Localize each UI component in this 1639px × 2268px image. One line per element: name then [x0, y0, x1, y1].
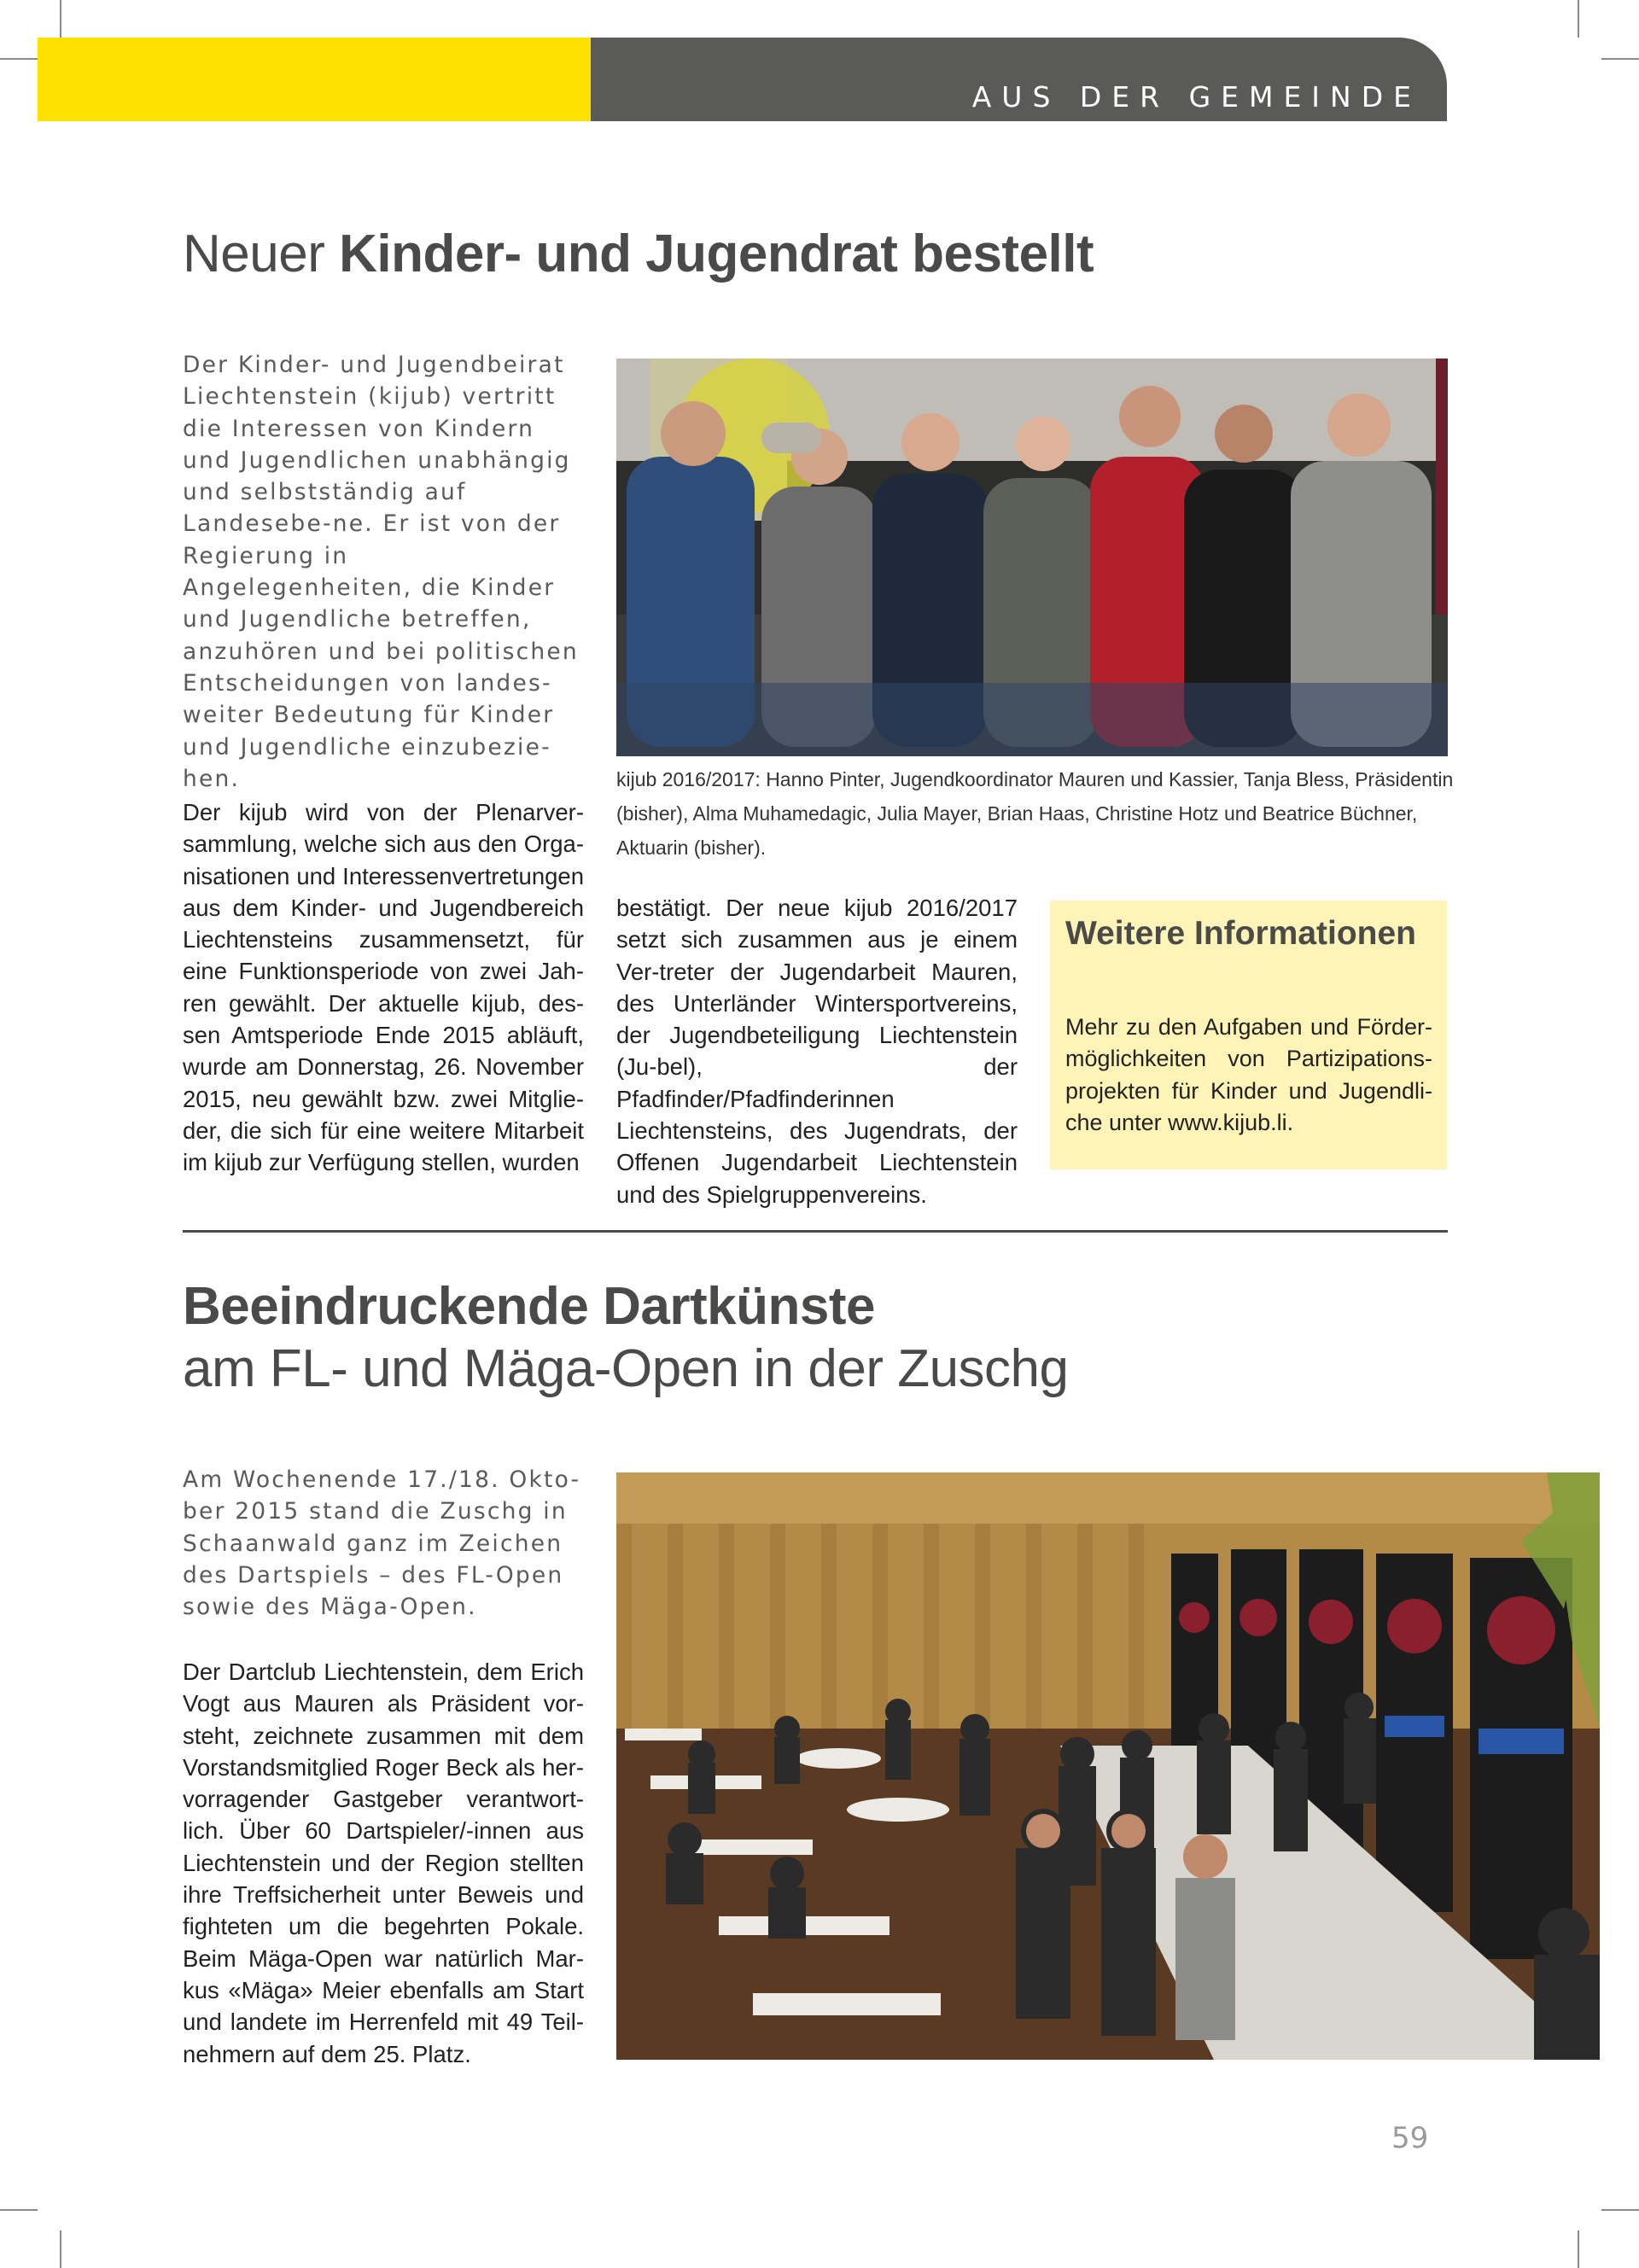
info-box	[1050, 901, 1447, 1169]
article2-lead: Am Wochenende 17./18. Okto-ber 2015 stand die Zuschg in Schaanwald ganz im Zeichen des Dartspiels – des FL-Open sowie des Mäga-Open.	[183, 1466, 581, 1621]
crop-mark	[1578, 0, 1579, 38]
article2-body: Der Dartclub Liechtenstein, dem Erich Vogt aus Mauren als Präsident vor-steht, zeichnete zusammen mit dem Vorstandsmitglied Roger Beck als her-vorragender Gastgeber verantwort-lich. Über 60 Dartspieler/-innen aus Liechtenstein und der Region stellten ihre Treffsicherheit unter Beweis und fighteten um die begehrten Pokale. Beim Mäga-Open war natürlich Mar-kus «Mäga» Meier ebenfalls am Start und landete im Herrenfeld mit 49 Teil-nehmern auf dem 25. Platz.	[183, 1659, 584, 2067]
article1-body-col1: Der kijub wird von der Plenarver-sammlung, welche sich aus den Orga-nisationen und Interessenvertretungen aus dem Kinder- und Jugendbereich Liechtensteins zusammensetzt, für eine Funktionsperiode von zwei Jah-ren gewählt. Der aktuelle kijub, des-sen Amtsperiode Ende 2015 abläuft, wurde am Donnerstag, 26. November 2015, neu gewählt bzw. zwei Mitglie-der, die sich für eine weitere Mitarbeit im kijub zur Verfügung stellen, wurden	[183, 799, 584, 1176]
section-divider	[183, 1230, 1448, 1233]
info-box-text: Mehr zu den Aufgaben und Förder-möglichkeiten von Partizipations-projekten für Kinder und Jugendli-che unter www.kijub.li.	[1065, 1014, 1432, 1135]
section-title: AUS DER GEMEINDE	[971, 80, 1421, 114]
group-photo-illustration	[616, 359, 1448, 756]
header-band-yellow	[38, 38, 591, 121]
crop-mark	[1578, 2230, 1579, 2268]
info-box-heading: Weitere Informationen	[1065, 915, 1417, 952]
header-band	[591, 38, 1447, 121]
article1-title-bold: Kinder- und Jugendrat bestellt	[339, 224, 1094, 283]
article2-title-bold: Beeindruckende Dartkünste	[183, 1277, 875, 1336]
group-photo	[616, 359, 1448, 756]
article1-title	[183, 224, 1094, 284]
dart-event-photo	[616, 1472, 1600, 2060]
article1-title-light: Neuer	[183, 224, 340, 283]
photo-caption: kijub 2016/2017: Hanno Pinter, Jugendkoordinator Mauren und Kassier, Tanja Bless, Präsidentin (bisher), Alma Muhamedagic, Julia Mayer, Brian Haas, Christine Hotz und Beatrice Büchner, Aktuarin (bisher).	[616, 768, 1454, 859]
crop-mark	[1601, 58, 1639, 60]
crop-mark	[60, 2230, 61, 2268]
dart-event-illustration	[616, 1472, 1600, 2060]
article1-lead: Der Kinder- und Jugendbeirat Liechtenstein (kijub) vertritt die Interessen von Kindern und Jugendlichen unabhängig und selbstständig auf Landesebe-ne. Er ist von der Regierung in Angelegenheiten, die Kinder und Jugendliche betreffen, anzuhören und bei politischen Entscheidungen von landes-weiter Bedeutung für Kinder und Jugendliche einzubezie-hen.	[183, 352, 579, 792]
crop-mark	[1601, 2209, 1639, 2211]
page-number: 59	[1391, 2121, 1429, 2155]
crop-mark	[0, 58, 38, 60]
crop-mark	[0, 2209, 38, 2211]
article1-body-col2: bestätigt. Der neue kijub 2016/2017 setzt sich zusammen aus je einem Ver-treter der Jugendarbeit Mauren, des Unterländer Wintersportvereins, der Jugendbeteiligung Liechtenstein (Ju-bel), der Pfadfinder/Pfadfinderinnen Liechtensteins, des Jugendrats, der Offenen Jugendarbeit Liechtenstein und des Spielgruppenvereins.	[616, 895, 1018, 1208]
crop-mark	[60, 0, 61, 38]
article2-title-light: am FL- und Mäga-Open in der Zuschg	[183, 1339, 1069, 1398]
